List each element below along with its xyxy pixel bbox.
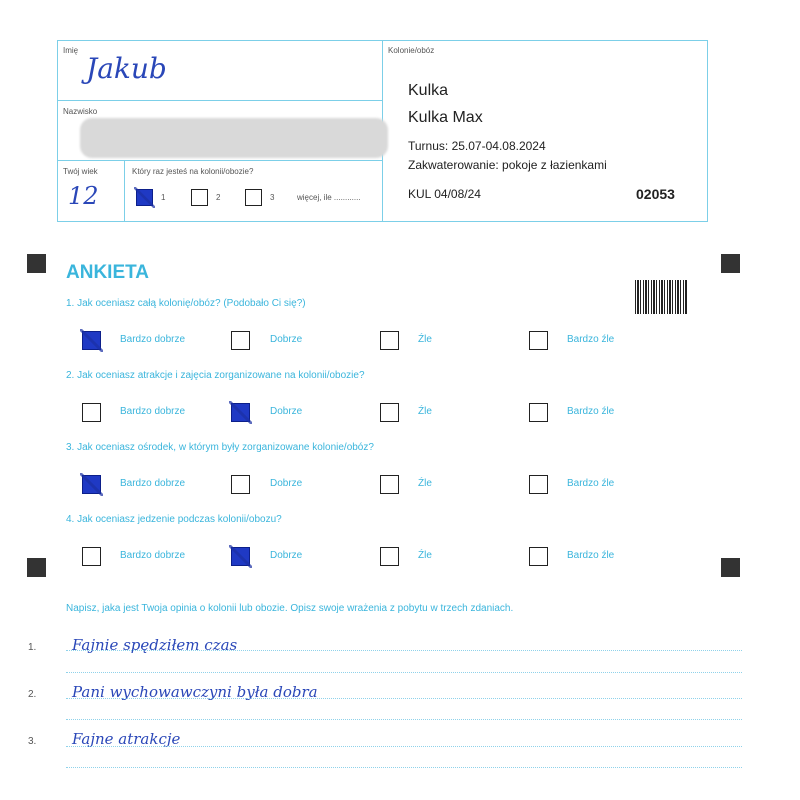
turnus: Turnus: 25.07-04.08.2024 [408,139,546,153]
q2-checkbox-zle[interactable] [380,403,399,422]
q2-checkbox-bardzo-zle[interactable] [529,403,548,422]
dotted-line [66,746,742,747]
ktory-raz-checkbox-2[interactable] [191,189,208,206]
registration-marker [27,558,46,577]
q3-checkbox-dobrze[interactable] [231,475,250,494]
dotted-line [66,719,742,720]
q3-label-dobrze: Dobrze [270,478,303,489]
opinion-prompt: Napisz, jaka jest Twoja opinia o kolonii lub obozie. Opisz swoje wrażenia z pobytu w trzech zdaniach. [66,603,514,614]
q3-label-zle: Źle [418,478,432,489]
q1-checkbox-bardzo-dobrze[interactable] [82,331,101,350]
imie-value[interactable]: Jakub [86,52,167,85]
registration-marker [721,558,740,577]
q2-label-bardzo-zle: Bardzo źle [567,406,615,417]
survey-title: ANKIETA [66,262,150,283]
q3-label-bardzo-zle: Bardzo źle [567,478,615,489]
q4-checkbox-zle[interactable] [380,547,399,566]
dotted-line [66,767,742,768]
q2-checkbox-bardzo-dobrze[interactable] [82,403,101,422]
dotted-line [66,672,742,673]
q4-checkbox-dobrze[interactable] [231,547,250,566]
opinion-line-number: 2. [28,689,37,700]
question-4: 4. Jak oceniasz jedzenie podczas kolonii/obozu? [66,514,282,525]
q2-checkbox-dobrze[interactable] [231,403,250,422]
nazwisko-redacted [80,118,388,158]
q1-checkbox-dobrze[interactable] [231,331,250,350]
barcode [635,280,688,314]
dotted-line [66,698,742,699]
opinion-line-1[interactable]: Fajnie spędziłem czas [72,636,238,654]
q1-checkbox-zle[interactable] [380,331,399,350]
ktory-raz-checkbox-1[interactable] [136,189,153,206]
q3-checkbox-bardzo-zle[interactable] [529,475,548,494]
q1-label-bardzo-zle: Bardzo źle [567,334,615,345]
q4-label-dobrze: Dobrze [270,550,303,561]
imie-label: Imię [63,46,79,55]
q1-label-zle: Źle [418,334,432,345]
ktory-raz-option-1: 1 [161,193,166,202]
form-number: 02053 [636,186,675,202]
q1-label-bardzo-dobrze: Bardzo dobrze [120,334,186,345]
zakwaterowanie: Zakwaterowanie: pokoje z łazienkami [408,158,607,172]
q2-label-zle: Źle [418,406,432,417]
kolonie-label: Kolonie/obóz [388,46,435,55]
camp-subname: Kulka Max [408,109,483,126]
q2-label-dobrze: Dobrze [270,406,303,417]
opinion-line-2[interactable]: Pani wychowawczyni była dobra [72,683,318,701]
q3-label-bardzo-dobrze: Bardzo dobrze [120,478,186,489]
q3-checkbox-zle[interactable] [380,475,399,494]
camp-code: KUL 04/08/24 [408,187,481,201]
ktory-raz-option-3: 3 [270,193,275,202]
question-3: 3. Jak oceniasz ośrodek, w którym były zorganizowane kolonie/obóz? [66,442,374,453]
q4-label-bardzo-dobrze: Bardzo dobrze [120,550,186,561]
q4-label-zle: Źle [418,550,432,561]
q4-checkbox-bardzo-dobrze[interactable] [82,547,101,566]
q3-checkbox-bardzo-dobrze[interactable] [82,475,101,494]
ktory-raz-label: Który raz jesteś na kolonii/obozie? [132,167,254,176]
registration-marker [721,254,740,273]
question-1: 1. Jak oceniasz całą kolonię/obóz? (Podobało Ci się?) [66,298,306,309]
header-row-divider [57,100,383,101]
q4-label-bardzo-zle: Bardzo źle [567,550,615,561]
ktory-raz-option-2: 2 [216,193,221,202]
header-col-divider [124,160,125,222]
q2-label-bardzo-dobrze: Bardzo dobrze [120,406,186,417]
camp-name: Kulka [408,82,449,99]
question-2: 2. Jak oceniasz atrakcje i zajęcia zorganizowane na kolonii/obozie? [66,370,365,381]
opinion-line-number: 1. [28,642,37,653]
opinion-line-3[interactable]: Fajne atrakcje [72,730,181,748]
q4-checkbox-bardzo-zle[interactable] [529,547,548,566]
q1-checkbox-bardzo-zle[interactable] [529,331,548,350]
nazwisko-label: Nazwisko [63,107,98,116]
ktory-raz-checkbox-3[interactable] [245,189,262,206]
dotted-line [66,650,742,651]
header-row-divider [57,160,383,161]
wiek-value[interactable]: 12 [68,182,99,210]
ktory-raz-option-more: więcej, ile ............ [297,193,361,202]
wiek-label: Twój wiek [63,167,98,176]
registration-marker [27,254,46,273]
opinion-line-number: 3. [28,736,37,747]
q1-label-dobrze: Dobrze [270,334,303,345]
